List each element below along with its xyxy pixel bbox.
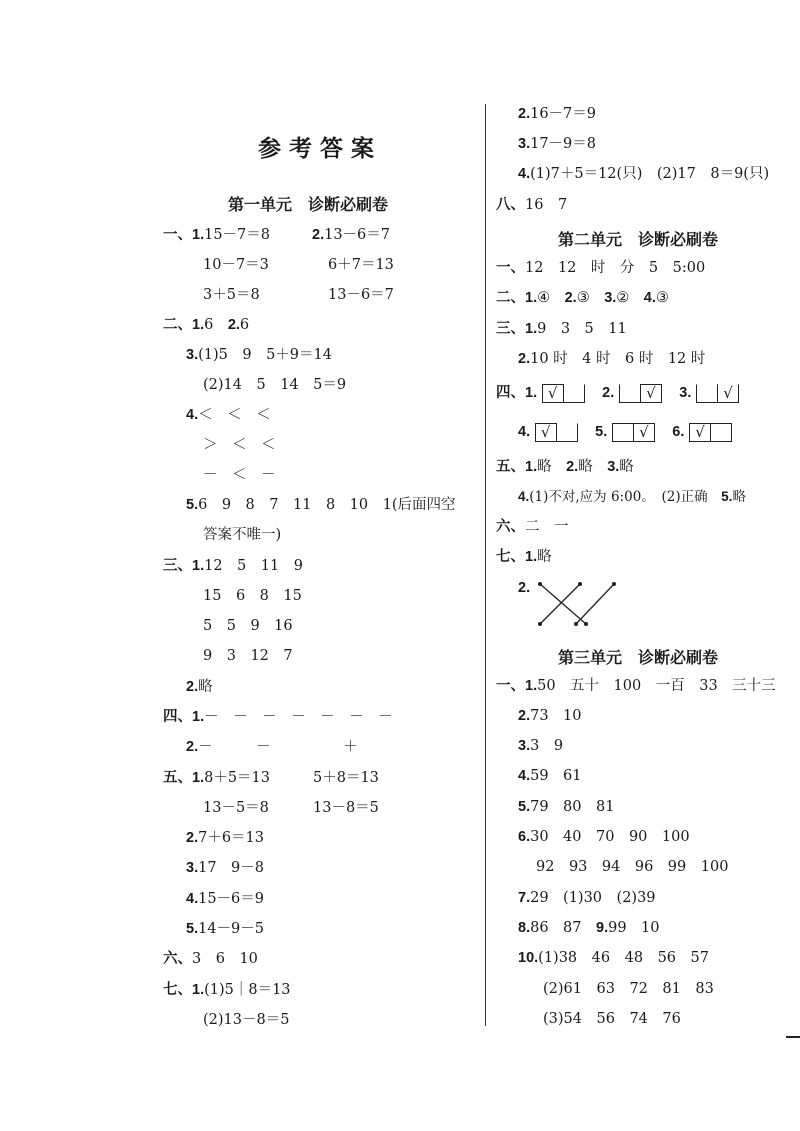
answer-line: 13－5＝8 — [203, 800, 269, 816]
answer-line: 4.＜ ＜ ＜ — [186, 407, 271, 423]
answer-line: 13－6＝7 — [328, 287, 394, 303]
answer-line: 92 93 94 96 99 100 — [536, 859, 729, 875]
check-cell — [696, 384, 718, 403]
answer-line: (2)14 5 14 5＝9 — [203, 377, 347, 393]
check-cell: √ — [689, 423, 711, 442]
answer-line: 5.14－9－5 — [186, 921, 264, 937]
match-dot — [584, 622, 588, 626]
answer-line: 四、1.－ － － － － － － — [163, 709, 393, 725]
answer-line: (2)61 63 72 81 83 — [543, 981, 714, 997]
check-cell — [612, 423, 634, 442]
check-cell — [619, 384, 641, 403]
check-cell — [556, 423, 578, 442]
match-dot — [574, 622, 578, 626]
answer-line: 7.29 (1)30 (2)39 — [518, 890, 656, 906]
match-dot — [612, 582, 616, 586]
answer-line: 五、1.略 2.略 3.略 — [496, 459, 634, 475]
answer-line: 6.30 40 70 90 100 — [518, 829, 690, 845]
check-pair — [542, 383, 584, 403]
check-pair — [535, 422, 577, 442]
answer-line: 七、1.略 — [496, 549, 552, 565]
answer-line: 6＋7＝13 — [328, 257, 394, 273]
answer-line: 8.86 87 9.99 10 — [518, 920, 660, 936]
page-edge-mark — [786, 1036, 800, 1038]
answer-line: 2.略 — [186, 679, 213, 695]
unit2-header: 第二单元 诊断必刷卷 — [558, 230, 719, 249]
answer-line: － ＜ － — [203, 467, 276, 483]
check-pair — [696, 383, 738, 403]
answer-line: 4.(1)不对,应为 6:00。 (2)正确 5.略 — [518, 489, 746, 505]
answer-line: 4.59 61 — [518, 768, 582, 784]
check-cell: √ — [717, 384, 739, 403]
answer-line: 13－8＝5 — [313, 800, 379, 816]
answer-line: (3)54 56 74 76 — [543, 1011, 681, 1027]
answer-line: 3.17－9＝8 — [518, 136, 596, 152]
unit1-header: 第一单元 诊断必刷卷 — [228, 195, 389, 214]
check-cell: √ — [542, 384, 564, 403]
answer-line: 3＋5＝8 — [203, 287, 260, 303]
answer-line: 2.－ － ＋ — [186, 739, 358, 755]
column-divider — [485, 104, 486, 1026]
answer-line: 5.79 80 81 — [518, 799, 615, 815]
answer-line: 二、1.④ 2.③ 3.② 4.③ — [496, 290, 669, 306]
answer-line: 2.10 时 4 时 6 时 12 时 — [518, 351, 706, 367]
answer-line: 5 5 9 16 — [203, 618, 293, 634]
check-cell: √ — [535, 423, 557, 442]
answer-line: 5＋8＝13 — [313, 770, 379, 786]
match-dot — [538, 582, 542, 586]
answer-line: 10－7＝3 — [203, 257, 269, 273]
match-dot — [538, 622, 542, 626]
check-cell: √ — [640, 384, 662, 403]
check-row: 四、1. √ 2. √ 3. √ — [496, 383, 738, 403]
answer-line: ＞ ＜ ＜ — [203, 437, 276, 453]
check-cell — [710, 423, 732, 442]
check-cell — [563, 384, 585, 403]
answer-line: 3.17 9－8 — [186, 860, 264, 876]
answer-line: 4.15－6＝9 — [186, 891, 264, 907]
answer-line: 10.(1)38 46 48 56 57 — [518, 950, 709, 966]
answer-line: 六、3 6 10 — [163, 951, 258, 967]
matching-line — [576, 584, 614, 624]
answer-line: 五、1.8＋5＝13 — [163, 770, 270, 786]
check-pair — [612, 422, 654, 442]
answer-line: (2)13－8＝5 — [203, 1012, 290, 1028]
unit3-header: 第三单元 诊断必刷卷 — [558, 648, 719, 667]
answer-line: 二、1.6 2.6 — [163, 317, 250, 333]
check-pair — [619, 383, 661, 403]
answer-line: 9 3 12 7 — [203, 648, 293, 664]
answer-line: 答案不唯一) — [203, 527, 282, 543]
answer-line: 2.73 10 — [518, 708, 582, 724]
answer-line: 2.13－6＝7 — [312, 227, 390, 243]
answer-line: 七、1.(1)5｜8＝13 — [163, 982, 291, 998]
answer-line: 2.16－7＝9 — [518, 106, 596, 122]
match-dot — [578, 582, 582, 586]
check-pair — [689, 422, 731, 442]
answer-line: 一、1.50 五十 100 一百 33 三十三 — [496, 678, 776, 694]
check-cell: √ — [633, 423, 655, 442]
page-title: 参考答案 — [258, 135, 382, 162]
answer-line: 2. — [518, 580, 531, 596]
matching-lines-diagram — [536, 580, 626, 630]
answer-line: 一、1.15－7＝8 — [163, 227, 270, 243]
answer-line: 5.6 9 8 7 11 8 10 1(后面四空 — [186, 497, 456, 513]
answer-line: 3.(1)5 9 5＋9＝14 — [186, 347, 332, 363]
answer-line: 三、1.9 3 5 11 — [496, 321, 627, 337]
answer-line: 4.(1)7＋5＝12(只) (2)17 8＝9(只) — [518, 166, 770, 182]
answer-line: 2.7＋6＝13 — [186, 830, 264, 846]
answer-line: 八、16 7 — [496, 197, 568, 213]
answer-line: 一、12 12 时 分 5 5:00 — [496, 260, 706, 276]
check-row: 4. √ 5. √ 6. √ — [518, 422, 731, 442]
answer-line: 六、二 一 — [496, 519, 569, 535]
answer-line: 3.3 9 — [518, 738, 564, 754]
answer-line: 15 6 8 15 — [203, 588, 302, 604]
answer-line: 三、1.12 5 11 9 — [163, 558, 303, 574]
